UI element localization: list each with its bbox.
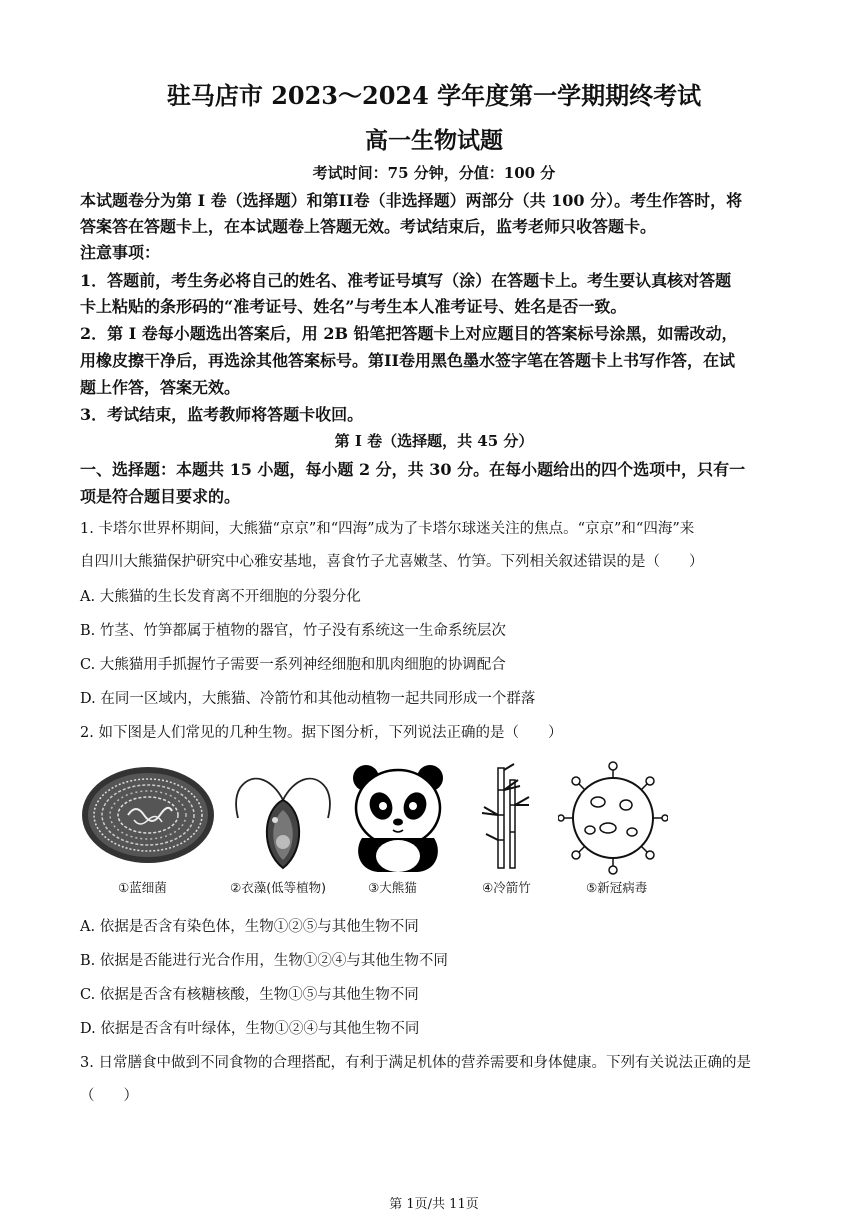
figure-caption: ④冷箭竹	[482, 880, 531, 895]
note-line: 2．第 I 卷每小题选出答案后，用 2B 铅笔把答题卡上对应题目的答案标号涂黑，如需改动，	[80, 324, 738, 343]
option-d: D. 依据是否含有叶绿体，生物①②④与其他生物不同	[80, 1021, 420, 1037]
exam-subtitle: 高一生物试题	[365, 127, 503, 154]
exam-info: 考试时间：75 分钟，分值：100 分	[312, 164, 556, 182]
figure-caption: ③大熊猫	[368, 880, 417, 895]
note-line: 3．考试结束，监考教师将答题卡收回。	[80, 405, 364, 424]
note-line: 卡上粘贴的条形码的“准考证号、姓名”与考生本人准考证号、姓名是否一致。	[80, 297, 627, 316]
note-line: 用橡皮擦干净后，再选涂其他答案标号。第II卷用黑色墨水签字笔在答题卡上书写作答，在试	[80, 351, 735, 370]
intro-line: 答案答在答题卡上，在本试题卷上答题无效。考试结束后，监考老师只收答题卡。	[80, 217, 657, 236]
note-line: 题上作答，答案无效。	[80, 378, 241, 397]
question-stem: 1. 卡塔尔世界杯期间，大熊猫“京京”和“四海”成为了卡塔尔球迷关注的焦点。“京京”和“四海”来	[80, 521, 695, 537]
part-instruction: 项是符合题目要求的。	[80, 487, 241, 506]
question-stem: 自四川大熊猫保护研究中心雅安基地，喜食竹子尤喜嫩茎、竹笋。下列相关叙述错误的是（ ）	[80, 554, 704, 570]
organism-figure	[78, 760, 790, 900]
figure-caption: ①蓝细菌	[118, 880, 167, 895]
question-stem: 2. 如下图是人们常见的几种生物。据下图分析，下列说法正确的是（ ）	[80, 725, 563, 741]
note-line: 1．答题前，考生务必将自己的姓名、准考证号填写（涂）在答题卡上。考生要认真核对答题	[80, 271, 732, 290]
cyanobacterium-image	[78, 760, 218, 875]
intro-line: 本试题卷分为第 I 卷（选择题）和第II卷（非选择题）两部分（共 100 分）。考生作答时，将	[80, 191, 743, 210]
question-stem: 3. 日常膳食中做到不同食物的合理搭配，有利于满足机体的营养需要和身体健康。下列有关说法正确的是	[80, 1055, 751, 1071]
figure-caption: ⑤新冠病毒	[586, 880, 648, 895]
bamboo-image	[478, 760, 538, 875]
section-heading: 第 I 卷（选择题，共 45 分）	[334, 432, 534, 450]
option-b: B. 依据是否能进行光合作用，生物①②④与其他生物不同	[80, 953, 448, 969]
option-a: A. 大熊猫的生长发育离不开细胞的分裂分化	[80, 589, 361, 605]
notes-heading: 注意事项：	[80, 243, 161, 262]
coronavirus-image	[558, 760, 668, 875]
part-instruction: 一、选择题：本题共 15 小题，每小题 2 分，共 30 分。在每小题给出的四个选项中，只有一	[80, 460, 746, 479]
option-c: C. 大熊猫用手抓握竹子需要一系列神经细胞和肌肉细胞的协调配合	[80, 657, 506, 673]
figure-caption: ②衣藻(低等植物)	[230, 880, 326, 895]
option-b: B. 竹茎、竹笋都属于植物的器官，竹子没有系统这一生命系统层次	[80, 623, 506, 639]
question-stem: （ ）	[80, 1088, 138, 1104]
page-number: 第 1页/共 11页	[389, 1197, 479, 1212]
chlamydomonas-image	[228, 760, 338, 875]
panda-image	[348, 760, 448, 875]
option-d: D. 在同一区域内，大熊猫、冷箭竹和其他动植物一起共同形成一个群落	[80, 691, 536, 707]
option-a: A. 依据是否含有染色体，生物①②⑤与其他生物不同	[80, 919, 419, 935]
option-c: C. 依据是否含有核糖核酸，生物①⑤与其他生物不同	[80, 987, 419, 1003]
exam-title: 驻马店市 2023～2024 学年度第一学期期终考试	[166, 81, 702, 110]
